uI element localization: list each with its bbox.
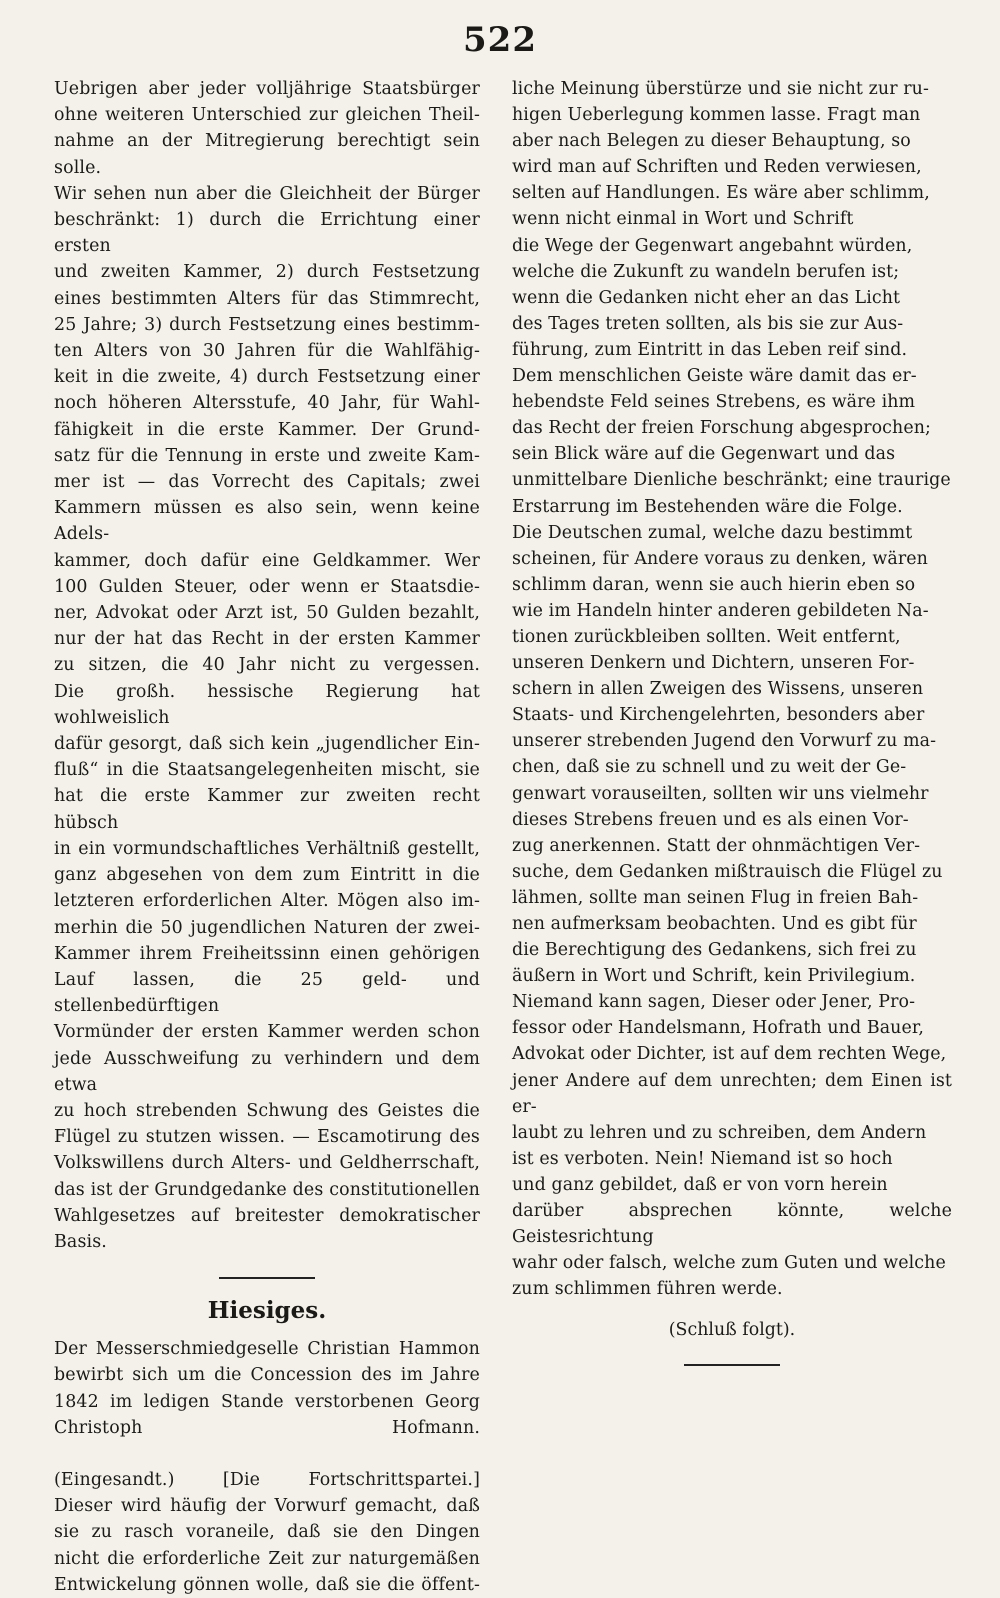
end-divider (684, 1364, 780, 1366)
progress-party-article-continuation: liche Meinung überstürze und sie nicht zur ru- higen Ueberlegung kommen lasse. Fragt man aber nach Belegen zu dieser Behauptung, so wird man auf Schriften und Reden verwiesen, selten auf Handlungen. Es wäre aber schlimm, wenn nicht einmal in Wort und Schrift die Wege der Gegenwart angebahnt würden, welche die Zukunft zu wandeln berufen ist; wenn die Gedanken nicht eher an das Licht des Tages treten sollten, als bis sie zur Aus- führung, zum Eintritt in das Leben reif sind. Dem menschlichen Geiste wäre damit das er- hebendste Feld seines Strebens, es wäre ihm das Recht der freien Forschung abgesprochen; sein Blick wäre auf die Gegenwart und das unmittelbare Dienliche beschränkt; eine traurige Erstarrung im Bestehenden wäre die Folge. Die Deutschen zumal, welche dazu bestimmt scheinen, für Andere voraus zu denken, wären schlimm daran, wenn sie auch hierin eben so wie im Handeln hinter anderen gebildeten Na- tionen zurückbleiben sollten. Weit entfernt, unseren Denkern und Dichtern, unseren For- schern in allen Zweigen des Wissens, unseren Staats- und Kirchengelehrten, besonders aber unserer strebenden Jugend den Vorwurf zu ma- chen, daß sie zu schnell und zu weit der Ge- genwart vorauseilten, sollten wir uns vielmehr dieses Strebens freuen und es als einen Vor- zug anerkennen. Statt der ohnmächtigen Ver- suche, dem Gedanken mißtrauisch die Flügel zu lähmen, sollte man seinen Flug in freien Bah- nen aufmerksam beobachten. Und es gibt für die Berechtigung des Gedankens, sich frei zu äußern in Wort und Schrift, kein Privilegium. Niemand kann sagen, Dieser oder Jener, Pro- fessor oder Handelsmann, Hofrath und Bauer, Advokat oder Dichter, ist auf dem rechten Wege, jener Andere auf dem unrechten; dem Einen ist er- laubt zu lehren und zu schreiben, dem Andern ist es verboten. Nein! Niemand ist so hoch und ganz gebildet, daß er von vorn herein darüber absprechen könnte, welche Geistesrichtung wahr oder falsch, welche zum Guten und welche zum schlimmen führen werde. (512, 79, 952, 1300)
spacer (54, 1441, 480, 1467)
left-column (54, 76, 480, 1598)
right-column (512, 76, 952, 1366)
page-number: 522 (463, 20, 537, 60)
section-divider (219, 1277, 315, 1279)
political-article-continuation: Uebrigen aber jeder volljährige Staatsbürger ohne weiteren Unterschied zur gleichen Theil- nahme an der Mitregierung berechtigt sein solle. Wir sehen nun aber die Gleichheit der Bürger beschränkt: 1) durch die Errichtung einer ersten und zweiten Kammer, 2) durch Festsetzung eines bestimmten Alters für das Stimmrecht, 25 Jahre; 3) durch Festsetzung eines bestimm- ten Alters von 30 Jahren für die Wahlfähig- keit in die zweite, 4) durch Festsetzung einer noch höheren Altersstufe, 40 Jahr, für Wahl- fähigkeit in die erste Kammer. Der Grund- satz für die Tennung in erste und zweite Kam- mer ist — das Vorrecht des Capitals; zwei Kammern müssen es also sein, wenn keine Adels- kammer, doch dafür eine Geldkammer. Wer 100 Gulden Steuer, oder wenn er Staatsdie- ner, Advokat oder Arzt ist, 50 Gulden bezahlt, nur der hat das Recht in der ersten Kammer zu sitzen, die 40 Jahr nicht zu vergessen. Die großh. hessische Regierung hat wohlweislich dafür gesorgt, daß sich kein „jugendlicher Ein- fluß“ in die Staatsangelegenheiten mischt, sie hat die erste Kammer zur zweiten recht hübsch in ein vormundschaftliches Verhältniß gestellt, ganz abgesehen von dem zum Eintritt in die letzteren erforderlichen Alter. Mögen also im- merhin die 50 jugendlichen Naturen der zwei- Kammer ihrem Freiheitssinn einen gehörigen Lauf lassen, die 25 geld- und stellenbedürftigen Vormünder der ersten Kammer werden schon jede Ausschweifung zu verhindern und dem etwa zu hoch strebenden Schwung des Geistes die Flügel zu stutzen wissen. — Escamotirung des Volkswillens durch Alters- und Geldherrschaft, das ist der Grundgedanke des constitutionellen Wahlgesetzes auf breitester demokratischer Basis. (54, 79, 480, 1252)
progress-party-article-start: (Eingesandt.) [Die Fortschrittspartei.] Dieser wird häufig der Vorwurf gemacht, daß sie zu rasch voraneile, daß sie den Dingen nicht die erforderliche Zeit zur naturgemäßen Entwickelung gönnen wolle, daß sie die öffent- (54, 1469, 480, 1595)
continued-note: (Schluß folgt). (668, 1320, 796, 1341)
local-notice: Der Messerschmiedgeselle Christian Hammon bewirbt sich um die Concession des im Jahre 1842 im ledigen Stande verstorbenen Georg Christoph Hofmann. (54, 1339, 480, 1438)
section-heading: Hiesiges. (207, 1297, 327, 1325)
